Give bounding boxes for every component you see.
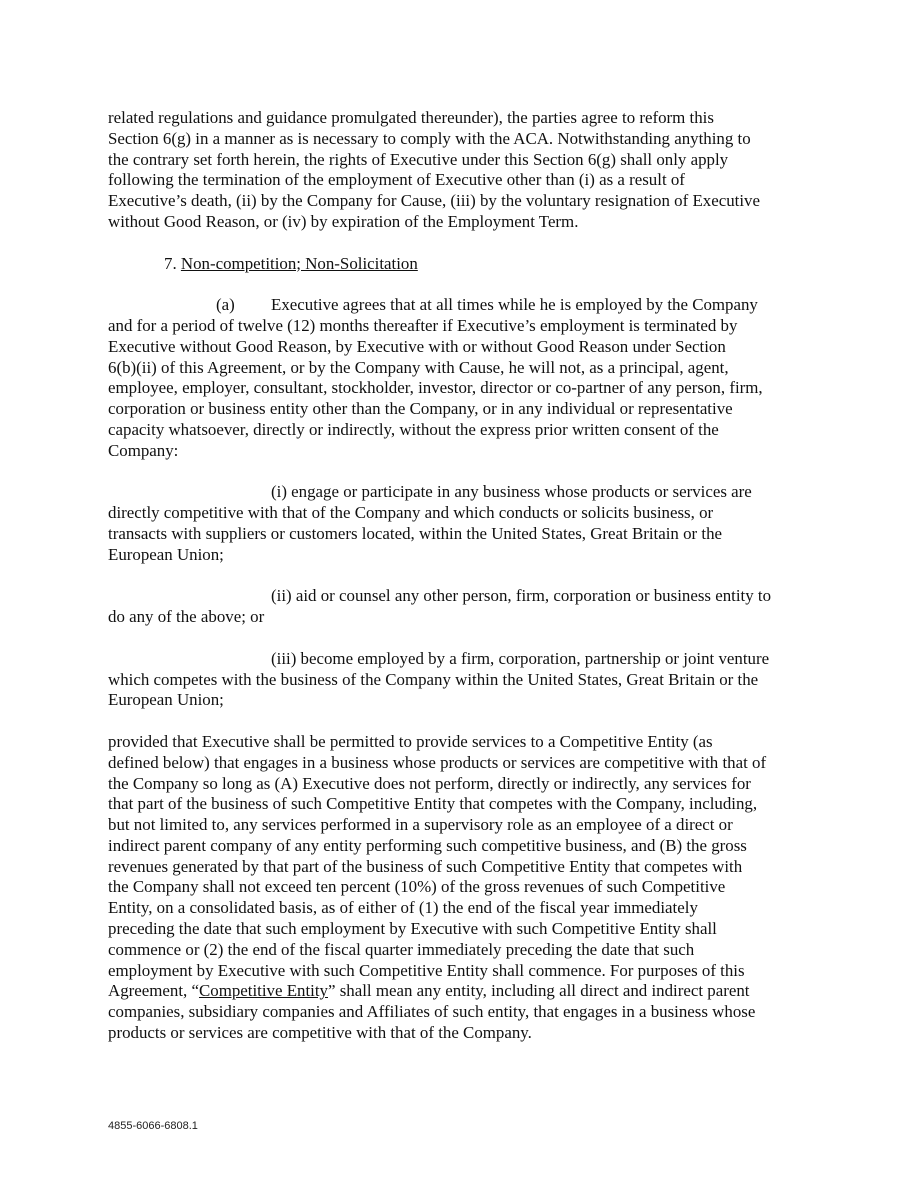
paragraph-gap xyxy=(108,233,808,254)
text-line: 6(b)(ii) of this Agreement, or by the Company with Cause, he will not, as a principal, agent, xyxy=(108,357,729,377)
text-line: (ii) aid or counsel any other person, firm, corporation or business entity to xyxy=(271,586,772,606)
text-line: provided that Executive shall be permitted to provide services to a Competitive Entity (as xyxy=(108,731,713,751)
section-title: Non-competition; Non-Solicitation xyxy=(180,253,418,273)
document-page xyxy=(108,108,808,1044)
text-line: Executive without Good Reason, by Executive with or without Good Reason under Section xyxy=(108,336,726,356)
text-line: companies, subsidiary companies and Affiliates of such entity, that engages in a business whose xyxy=(108,1002,756,1022)
text-line: products or services are competitive with that of the Company. xyxy=(108,1023,532,1043)
document-id-footer: 4855-6066-6808.1 xyxy=(108,1120,198,1132)
paragraph-gap xyxy=(108,628,808,649)
item-ii xyxy=(108,586,808,628)
item-iii xyxy=(108,649,808,711)
text-line: commence or (2) the end of the fiscal quarter immediately preceding the date that such xyxy=(108,939,695,959)
section-number: 7. xyxy=(164,253,177,273)
text-line: Executive’s death, (ii) by the Company for Cause, (iii) by the voluntary resignation of Executive xyxy=(108,191,760,211)
item-i xyxy=(108,482,808,565)
paragraph-gap xyxy=(108,566,808,587)
text-line: and for a period of twelve (12) months thereafter if Executive’s employment is terminated by xyxy=(108,315,738,335)
text-line: Executive agrees that at all times while he is employed by the Company xyxy=(271,295,758,315)
paragraph-gap xyxy=(108,711,808,732)
text-line: but not limited to, any services performed in a supervisory role as an employee of a direct or xyxy=(108,815,733,835)
proviso-paragraph xyxy=(108,732,808,1044)
text-line: transacts with suppliers or customers located, within the United States, Great Britain or the xyxy=(108,523,723,543)
definition-suffix: ” shall mean any entity, including all direct and indirect parent xyxy=(328,981,750,1001)
text-line: that part of the business of such Competitive Entity that competes with the Company, including, xyxy=(108,794,758,814)
intro-paragraph xyxy=(108,108,808,233)
paragraph-gap xyxy=(108,462,808,483)
text-line: preceding the date that such employment by Executive with such Competitive Entity shall xyxy=(108,919,717,939)
text-line: following the termination of the employment of Executive other than (i) as a result of xyxy=(108,170,685,190)
paragraph-label: (a) xyxy=(216,295,235,315)
text-line: European Union; xyxy=(108,544,224,564)
section-7-heading xyxy=(108,254,808,275)
defined-term: Competitive Entity xyxy=(198,981,328,1001)
text-line: employee, employer, consultant, stockholder, investor, director or co-partner of any person, firm, xyxy=(108,378,763,398)
text-line: European Union; xyxy=(108,690,224,710)
definition-prefix: Agreement, “ xyxy=(108,981,199,1001)
text-line: related regulations and guidance promulgated thereunder), the parties agree to reform this xyxy=(108,108,714,127)
text-line: corporation or business entity other than the Company, or in any individual or representative xyxy=(108,399,733,419)
text-line: which competes with the business of the Company within the United States, Great Britain or the xyxy=(108,669,759,689)
text-line: without Good Reason, or (iv) by expiration of the Employment Term. xyxy=(108,211,579,231)
definition-line xyxy=(108,981,808,1002)
text-line: the Company so long as (A) Executive does not perform, directly or indirectly, any services for xyxy=(108,773,751,793)
text-line: indirect parent company of any entity performing such competitive business, and (B) the gross xyxy=(108,835,747,855)
paragraph-a xyxy=(108,295,808,461)
text-line: employment by Executive with such Competitive Entity shall commence. For purposes of this xyxy=(108,960,745,980)
text-line: the contrary set forth herein, the rights of Executive under this Section 6(g) shall only apply xyxy=(108,149,729,169)
text-line: (i) engage or participate in any business whose products or services are xyxy=(271,482,752,502)
text-line: capacity whatsoever, directly or indirectly, without the express prior written consent of the xyxy=(108,419,719,439)
text-line: Section 6(g) in a manner as is necessary to comply with the ACA. Notwithstanding anything to xyxy=(108,128,751,148)
text-line: Company: xyxy=(108,440,179,460)
text-line: directly competitive with that of the Company and which conducts or solicits business, or xyxy=(108,503,714,523)
text-line: do any of the above; or xyxy=(108,607,265,627)
text-line: defined below) that engages in a business whose products or services are competitive with that of xyxy=(108,752,767,772)
text-line: revenues generated by that part of the business of such Competitive Entity that competes with xyxy=(108,856,743,876)
paragraph-gap xyxy=(108,274,808,295)
text-line: (iii) become employed by a firm, corporation, partnership or joint venture xyxy=(271,648,770,668)
text-line: Entity, on a consolidated basis, as of either of (1) the end of the fiscal year immediately xyxy=(108,898,698,918)
text-line: the Company shall not exceed ten percent (10%) of the gross revenues of such Competitive xyxy=(108,877,726,897)
